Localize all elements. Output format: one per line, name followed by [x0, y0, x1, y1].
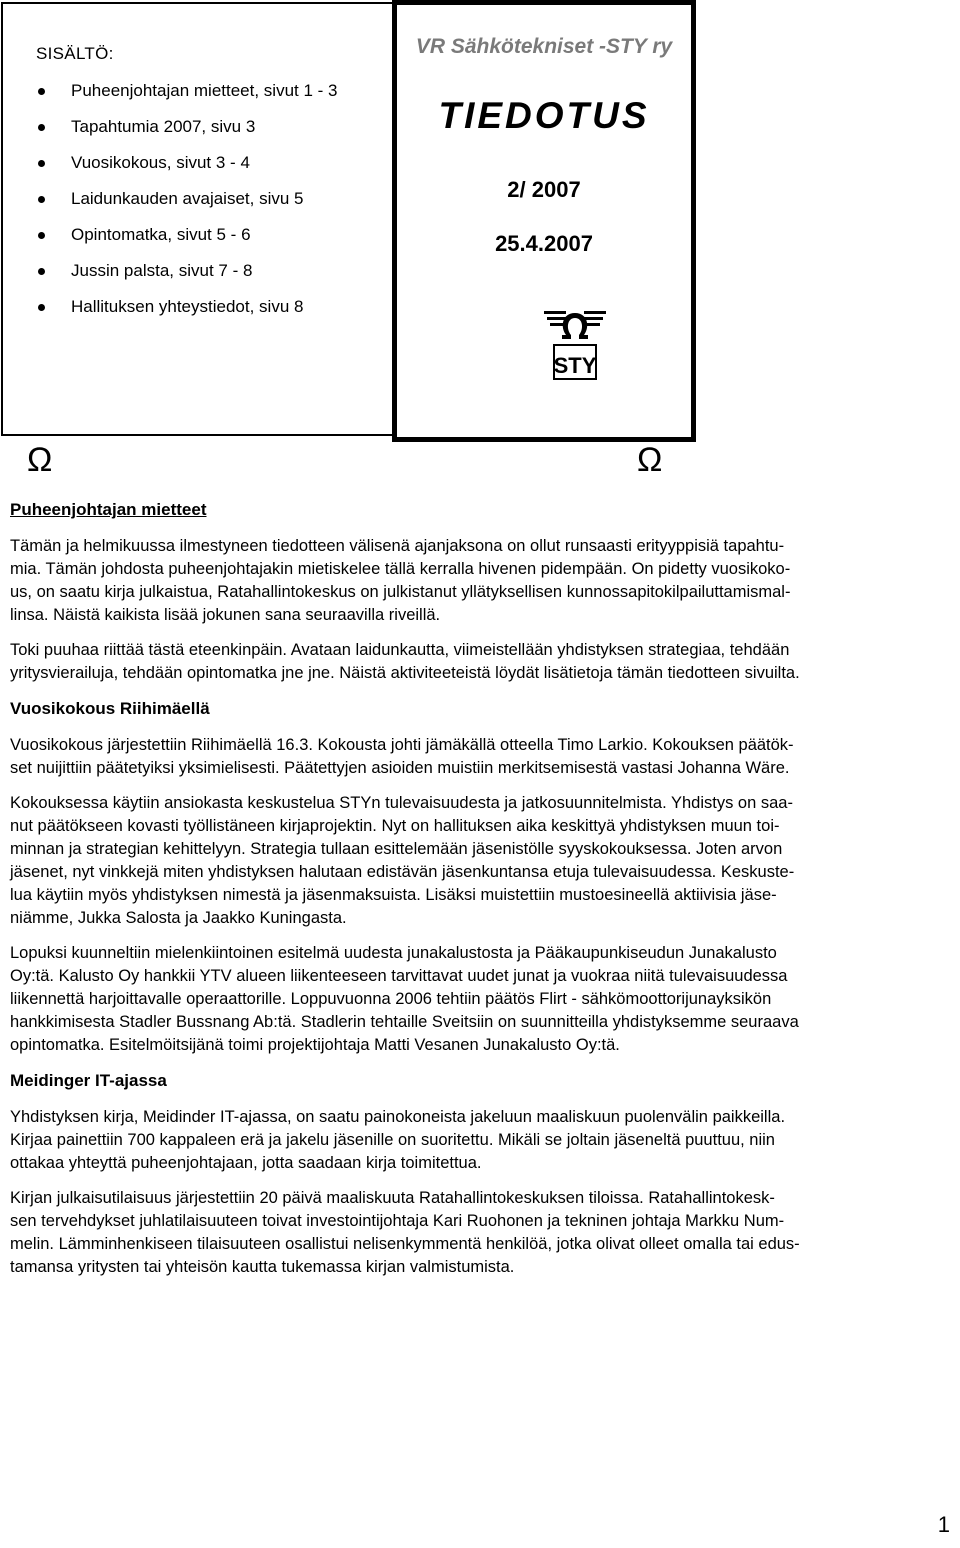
paragraph [10, 1187, 950, 1279]
organization-name: VR Sähkötekniset -STY ry [415, 35, 673, 58]
text-line: Oy:tä. Kalusto Oy hankkii YTV alueen liikenteeseen tarvittavat uudet junat ja vuokraa niitä tulevaisuudessa [10, 967, 788, 985]
text-line: yritysvierailuja, tehdään opintomatka jne jne. Näistä aktiviteeteistä löydät lisätietoja tämän tiedotteen sivuilta. [10, 664, 800, 682]
paragraph [10, 639, 950, 685]
omega-symbol-left: Ω [27, 441, 53, 479]
text-line: Vuosikokous järjestettiin Riihimäellä 16.3. Kokousta johti jämäkällä otteella Timo Larkio. Kokouksen päätök- [10, 736, 794, 754]
paragraph [10, 942, 950, 1057]
text-line: opintomatka. Esitelmöitsijänä toimi projektijohtaja Matti Vesanen Junakalusto Oy:tä. [10, 1036, 620, 1054]
text-line: niämme, Jukka Salosta ja Jaakko Kuningasta. [10, 909, 347, 927]
text-line: linsa. Näistä kaikista lisää jokunen sana seuraavilla riveillä. [10, 606, 441, 624]
toc-list [33, 80, 338, 332]
text-line: tamansa yritysten tai yhteisön kautta tukemassa kirjan valmistumista. [10, 1258, 515, 1276]
text-line: melin. Lämminhenkiseen tilaisuuteen osallistui nelisenkymmentä henkilöä, jotka olivat olleet omalla tai edus- [10, 1235, 800, 1253]
logo-lettering: STY [553, 353, 597, 378]
article-body [10, 498, 950, 1279]
text-line: Kirjan julkaisutilaisuus järjestettiin 20 päivä maaliskuuta Ratahallintokeskuksen tiloissa. Ratahallintokesk- [10, 1189, 775, 1207]
section-heading: Vuosikokous Riihimäellä [10, 699, 210, 718]
masthead-box [392, 0, 696, 442]
paragraph [10, 792, 950, 930]
issue-date: 25.4.2007 [495, 231, 593, 256]
toc-item-label: Jussin palsta, sivut 7 - 8 [71, 261, 253, 280]
text-line: sen tervehdykset juhlatilaisuuteen toivat investointijohtaja Kari Ruohonen ja tekninen johtaja Markku Num- [10, 1212, 785, 1230]
bullet-icon [38, 196, 45, 203]
toc-item-label: Hallituksen yhteystiedot, sivu 8 [71, 297, 304, 316]
toc-title: SISÄLTÖ: [36, 44, 114, 63]
toc-item [33, 188, 338, 224]
table-of-contents-box [1, 2, 397, 436]
toc-item [33, 260, 338, 296]
text-line: Yhdistyksen kirja, Meidinder IT-ajassa, on saatu painokoneista jakeluun maaliskuun puolenvälin paikkeilla. [10, 1108, 786, 1126]
bullet-icon [38, 304, 45, 311]
page-number: 1 [937, 1512, 950, 1537]
text-line: Tämän ja helmikuussa ilmestyneen tiedotteen välisenä ajanjaksona on ollut runsaasti erityyppisiä tapahtu- [10, 537, 785, 555]
omega-symbol-right: Ω [637, 441, 663, 479]
paragraph [10, 535, 950, 627]
toc-item-label: Puheenjohtajan mietteet, sivut 1 - 3 [71, 81, 338, 100]
sty-logo-icon [542, 305, 608, 383]
text-line: mia. Tämän johdosta puheenjohtajakin mietiskelee tällä kerralla hivenen pidempään. On pidetty vuosikoko- [10, 560, 791, 578]
toc-item [33, 224, 338, 260]
paragraph [10, 1106, 950, 1175]
toc-item [33, 80, 338, 116]
toc-item [33, 152, 338, 188]
text-line: Kokouksessa käytiin ansiokasta keskustelua STYn tulevaisuudesta ja jatkosuunnitelmista. Yhdistys on saa- [10, 794, 793, 812]
text-line: ottakaa yhteyttä puheenjohtajaan, jotta saadaan kirja toimitettua. [10, 1154, 482, 1172]
bullet-icon [38, 160, 45, 167]
issue-number: 2/ 2007 [507, 177, 581, 202]
toc-item [33, 296, 338, 332]
toc-item-label: Vuosikokous, sivut 3 - 4 [71, 153, 250, 172]
bullet-icon [38, 232, 45, 239]
toc-item-label: Tapahtumia 2007, sivu 3 [71, 117, 256, 136]
paragraph [10, 734, 950, 780]
text-line: hankkimisesta Stadler Bussnang Ab:tä. Stadlerin tehtaille Sveitsiin on suunnitteilla yhdistyksemme seuraava [10, 1013, 799, 1031]
text-line: us, on saatu kirja julkaistua, Ratahallintokeskus on julkistanut yllätyksellisen kunnossapitokilpailuttamismal- [10, 583, 791, 601]
text-line: nut päätökseen kovasti työllistäneen kirjaprojektin. Nyt on hallituksen aika keskittyä yhdistyksen muun toi- [10, 817, 780, 835]
section-heading: Meidinger IT-ajassa [10, 1071, 167, 1090]
text-line: Kirjaa painettiin 700 kappaleen erä ja jakelu jäsenille on suoritettu. Mikäli se joltain jäseneltä puuttuu, niin [10, 1131, 775, 1149]
bullet-icon [38, 88, 45, 95]
text-line: Lopuksi kuunneltiin mielenkiintoinen esitelmä uudesta junakalustosta ja Pääkaupunkiseudun Junakalusto [10, 944, 777, 962]
bullet-icon [38, 268, 45, 275]
text-line: jäsenet, nyt vinkkejä miten yhdistyksen halutaan edistävän jäsenkuntansa etuja tulevaisuudessa. Keskuste- [10, 863, 795, 881]
toc-item-label: Opintomatka, sivut 5 - 6 [71, 225, 251, 244]
text-line: minnan ja strategian kehittelyyn. Strategia tullaan esittelemään jäsenistölle syyskokouksessa. Joten arvon [10, 840, 783, 858]
section-heading: Puheenjohtajan mietteet [10, 500, 207, 519]
bullet-icon [38, 124, 45, 131]
text-line: Toki puuhaa riittää tästä eteenkinpäin. Avataan laidunkautta, viimeistellään yhdistyksen strategiaa, tehdään [10, 641, 790, 659]
toc-item-label: Laidunkauden avajaiset, sivu 5 [71, 189, 304, 208]
text-line: lua käytiin myös yhdistyksen nimestä ja jäsenmaksuista. Lisäksi muistettiin mustoesineellä aktiivisia jäse- [10, 886, 777, 904]
text-line: liikennettä harjoittavalle operaattorille. Loppuvuonna 2006 tehtiin päätös Flirt - sähkömoottorijunayksikön [10, 990, 772, 1008]
newsletter-title: TIEDOTUS [438, 95, 650, 136]
toc-item [33, 116, 338, 152]
newsletter-header [0, 0, 960, 440]
text-line: set nuijittiin päätetyiksi yksimielisesti. Päätettyjen asioiden muistiin merkitsemisestä vastasi Johanna Wäre. [10, 759, 790, 777]
